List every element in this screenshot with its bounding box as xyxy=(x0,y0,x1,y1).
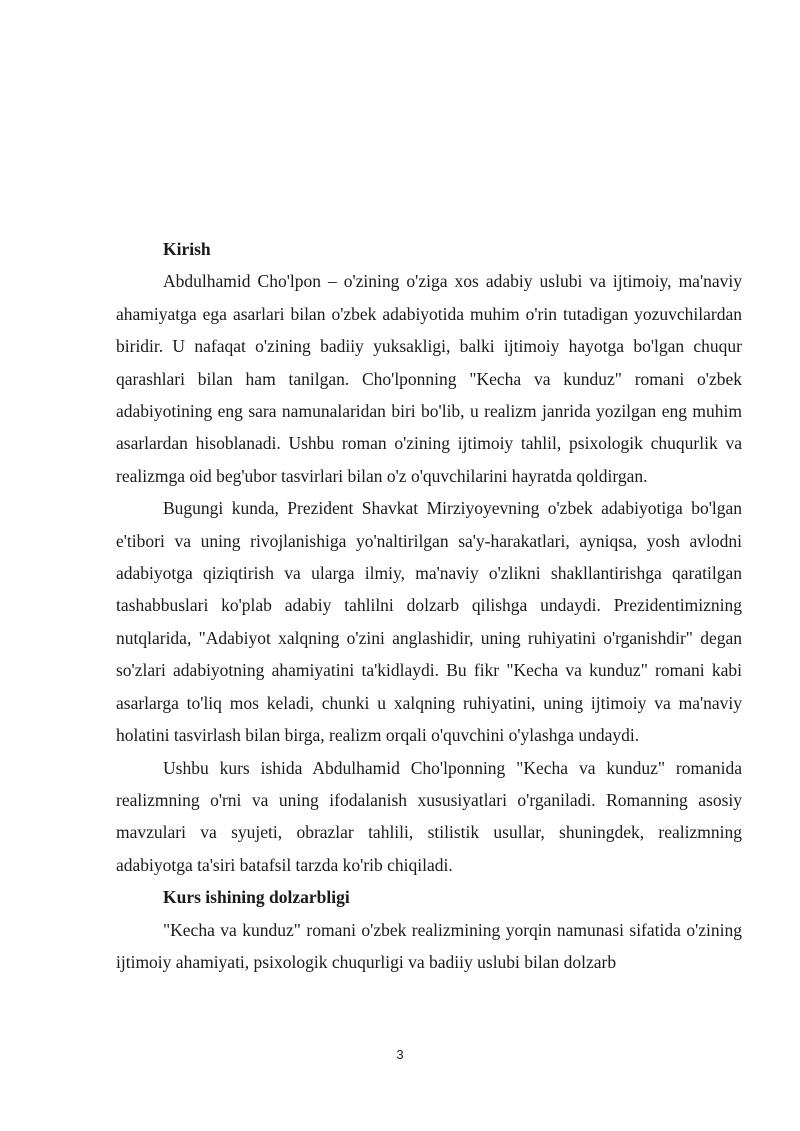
paragraph-intro-3: Ushbu kurs ishida Abdulhamid Cho'lponning "Kecha va kunduz" romanida realizmning o'rni va uning ifodalanish xususiyatlari o'rganiladi. Romanning asosiy mavzulari va syujeti, obrazlar tahlili, stilistik usullar, shuningdek, realizmning adabiyotga ta'siri batafsil tarzda ko'rib chiqiladi. xyxy=(116,757,742,875)
paragraph-intro-1: Abdulhamid Cho'lpon – o'zining o'ziga xos adabiy uslubi va ijtimoiy, ma'naviy ahamiyatga ega asarlari bilan o'zbek adabiyotida muhim o'rin tutadigan yozuvchilardan biridir. U nafaqat o'zining badiiy yuksakligi, balki ijtimoiy hayotga bo'lgan chuqur qarashlari bilan ham tanilgan. Cho'lponning "Kecha va kunduz" romani o'zbek adabiyotining eng sara namunalaridan biri bo'lib, u realizm janrida yozilgan eng muhim asarlardan hisoblanadi. Ushbu roman o'zining ijtimoiy tahlil, psixologik chuqurlik va realizmga oid beg'ubor tasvirlari bilan o'z o'quvchilarini hayratda qoldirgan. xyxy=(116,271,742,486)
section-heading-intro: Kirish xyxy=(163,239,211,259)
section-heading-relevance: Kurs ishining dolzarbligi xyxy=(163,887,350,908)
document-body xyxy=(116,233,742,978)
paragraph-relevance: "Kecha va kunduz" romani o'zbek realizmining yorqin namunasi sifatida o'zining ijtimoiy ahamiyati, psixologik chuqurligi va badiiy uslubi bilan dolzarb xyxy=(116,919,742,972)
paragraph-intro-2: Bugungi kunda, Prezident Shavkat Mirziyoyevning o'zbek adabiyotiga bo'lgan e'tibori va uning rivojlanishiga yo'naltirilgan sa'y-harakatlari, ayniqsa, yosh avlodni adabiyotga qiziqtirish va ularga ilmiy, ma'naviy o'zlikni shakllantirishga qaratilgan tashabbuslari ko'plab adabiy tahlilni dolzarb qilishga undaydi. Prezidentimizning nutqlarida, "Adabiyot xalqning o'zini anglashidir, uning ruhiyatini o'rganishdir" degan so'zlari adabiyotning ahamiyatini ta'kidlaydi. Bu fikr "Kecha va kunduz" romani kabi asarlarga to'liq mos keladi, chunki u xalqning ruhiyatini, uning ijtimoiy va ma'naviy holatini tasvirlash bilan birga, realizm orqali o'quvchini o'ylashga undaydi. xyxy=(116,498,742,746)
page-number: 3 xyxy=(396,1047,404,1062)
